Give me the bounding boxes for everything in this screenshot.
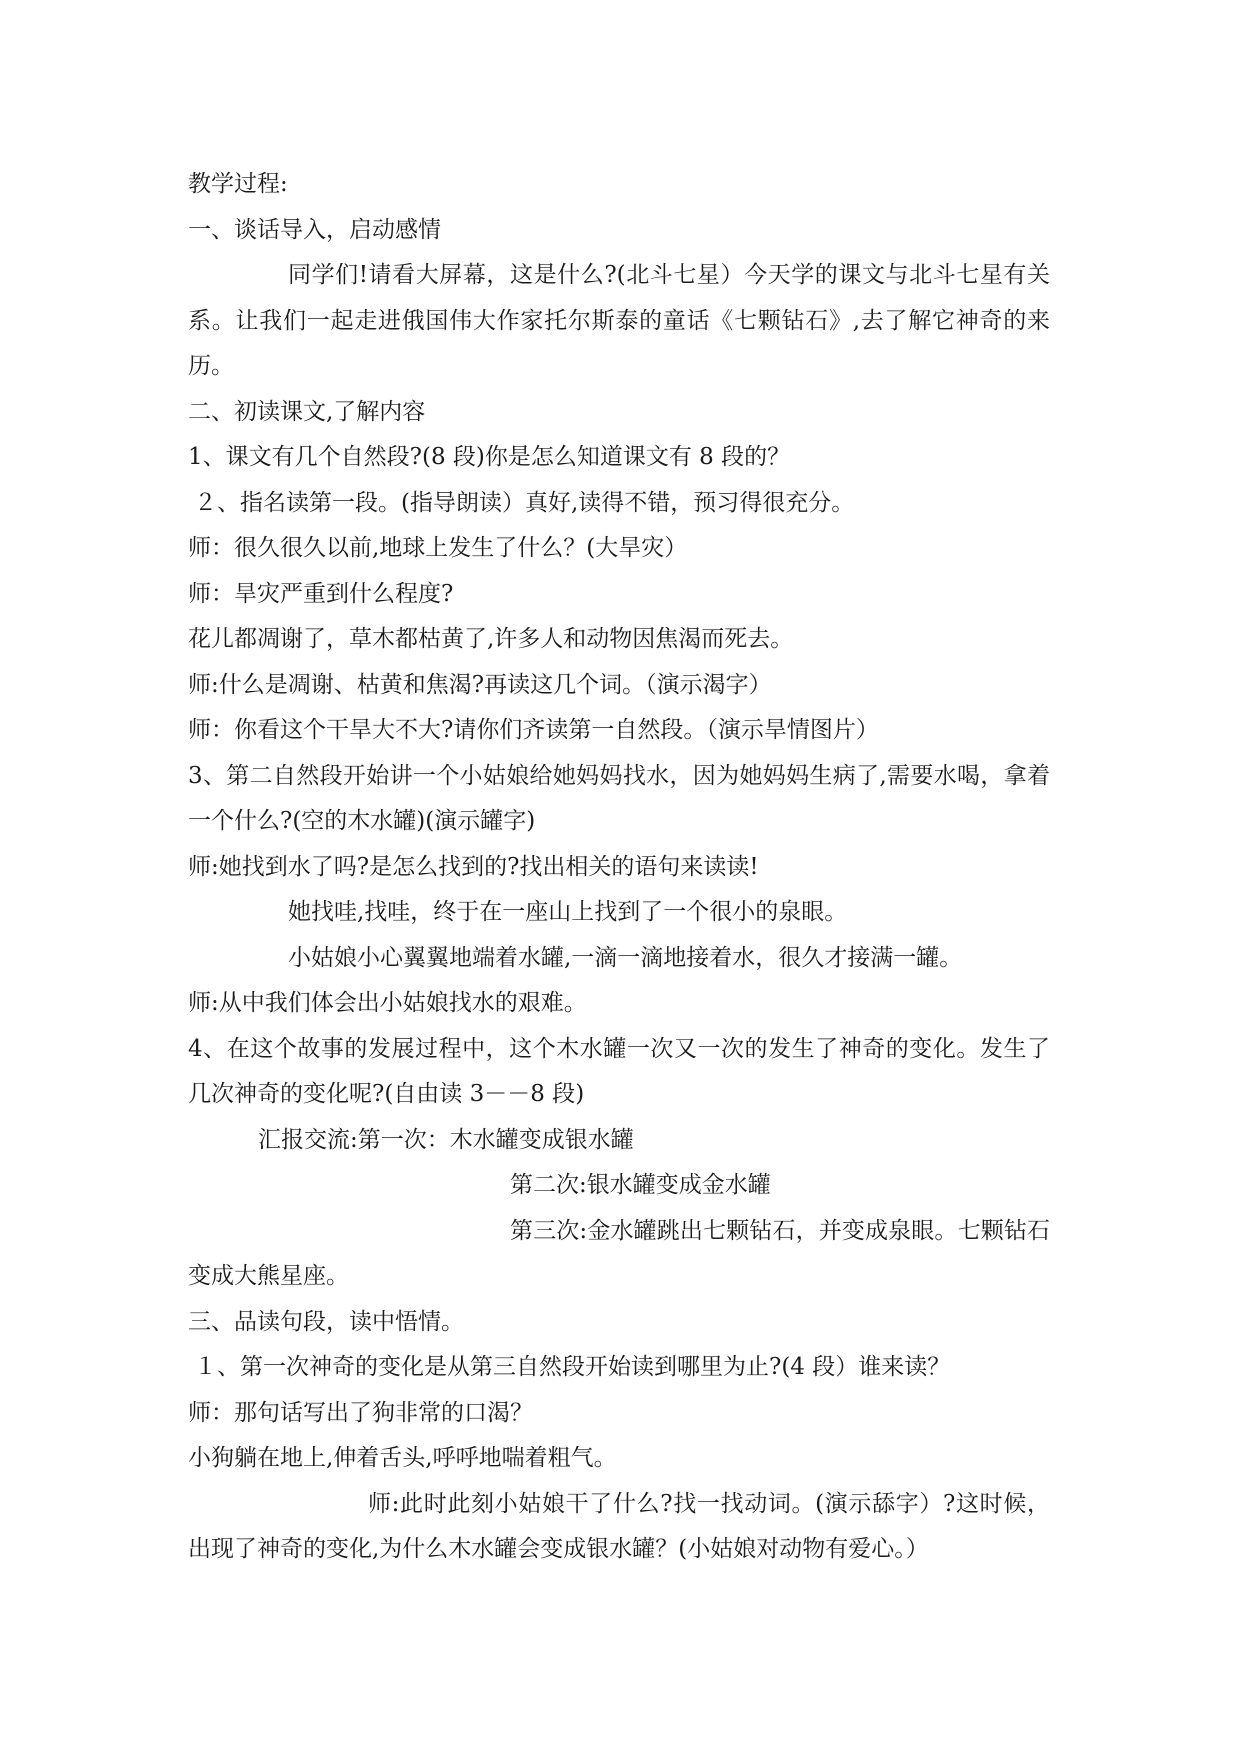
report-line: 第二次:银水罐变成金水罐	[510, 1172, 771, 1198]
text-line: 小狗躺在地上,伸着舌头,呼呼地喘着粗气。	[188, 1445, 617, 1471]
text-line: 师:此时此刻小姑娘干了什么?找一找动词。(演示舔字）?这时候，出现了神奇的变化,为什么木水罐会变成银水罐？(小姑娘对动物有爱心。）	[188, 1490, 1050, 1562]
text-line: 3、第二自然段开始讲一个小姑娘给她妈妈找水，因为她妈妈生病了,需要水喝，拿着一个什么?(空的木水罐)(演示罐字)	[188, 762, 1050, 834]
text-line: 4、在这个故事的发展过程中，这个木水罐一次又一次的发生了神奇的变化。发生了几次神奇的变化呢?(自由读 3－－8 段)	[188, 1035, 1050, 1107]
text-line: 师:什么是凋谢、枯黄和焦渴?再读这几个词。（演示渴字）	[188, 671, 772, 698]
text-line: １、第一次神奇的变化是从第三自然段开始读到哪里为止?(4 段）谁来读？	[194, 1354, 951, 1380]
section-heading-2: 二、初读课文,了解内容	[188, 398, 426, 425]
text-line: 师：很久很久以前,地球上发生了什么？(大旱灾）	[188, 535, 688, 561]
report-line: 第三次:金水罐跳出七颗钻石，并变成泉眼。七颗钻石变成大熊星座。	[188, 1217, 1050, 1289]
section-heading-process: 教学过程:	[188, 171, 288, 197]
text-line: 师:从中我们体会出小姑娘找水的艰难。	[188, 990, 587, 1016]
section-heading-3: 三、品读句段，读中悟情。	[188, 1308, 464, 1335]
report-line: 汇报交流:第一次：木水罐变成银水罐	[258, 1126, 634, 1153]
quote-line: 她找哇,找哇，终于在一座山上找到了一个很小的泉眼。	[288, 899, 848, 925]
text-line: 1、课文有几个自然段?(8 段)你是怎么知道课文有 8 段的？	[188, 444, 791, 470]
document-body	[188, 162, 1050, 1573]
text-line: 师：你看这个干旱大不大?请你们齐读第一自然段。（演示旱情图片）	[188, 717, 879, 743]
text-line: 师:她找到水了吗?是怎么找到的?找出相关的语句来读读!	[188, 853, 759, 880]
section-heading-1: 一、谈话导入，启动感情	[188, 216, 441, 243]
text-line: 师：那句话写出了狗非常的口渴？	[188, 1399, 533, 1426]
text-line: ２、指名读第一段。(指导朗读）真好,读得不错，预习得很充分。	[194, 489, 855, 516]
text-line: 师：旱灾严重到什么程度?	[188, 580, 454, 607]
text-line: 花儿都凋谢了，草木都枯黄了,许多人和动物因焦渴而死去。	[188, 626, 794, 652]
intro-paragraph: 同学们!请看大屏幕，这是什么?(北斗七星）今天学的课文与北斗七星有关系。让我们一起走进俄国伟大作家托尔斯泰的童话《七颗钻石》,去了解它神奇的来历。	[188, 262, 1050, 379]
quote-line: 小姑娘小心翼翼地端着水罐,一滴一滴地接着水，很久才接满一罐。	[288, 944, 963, 971]
